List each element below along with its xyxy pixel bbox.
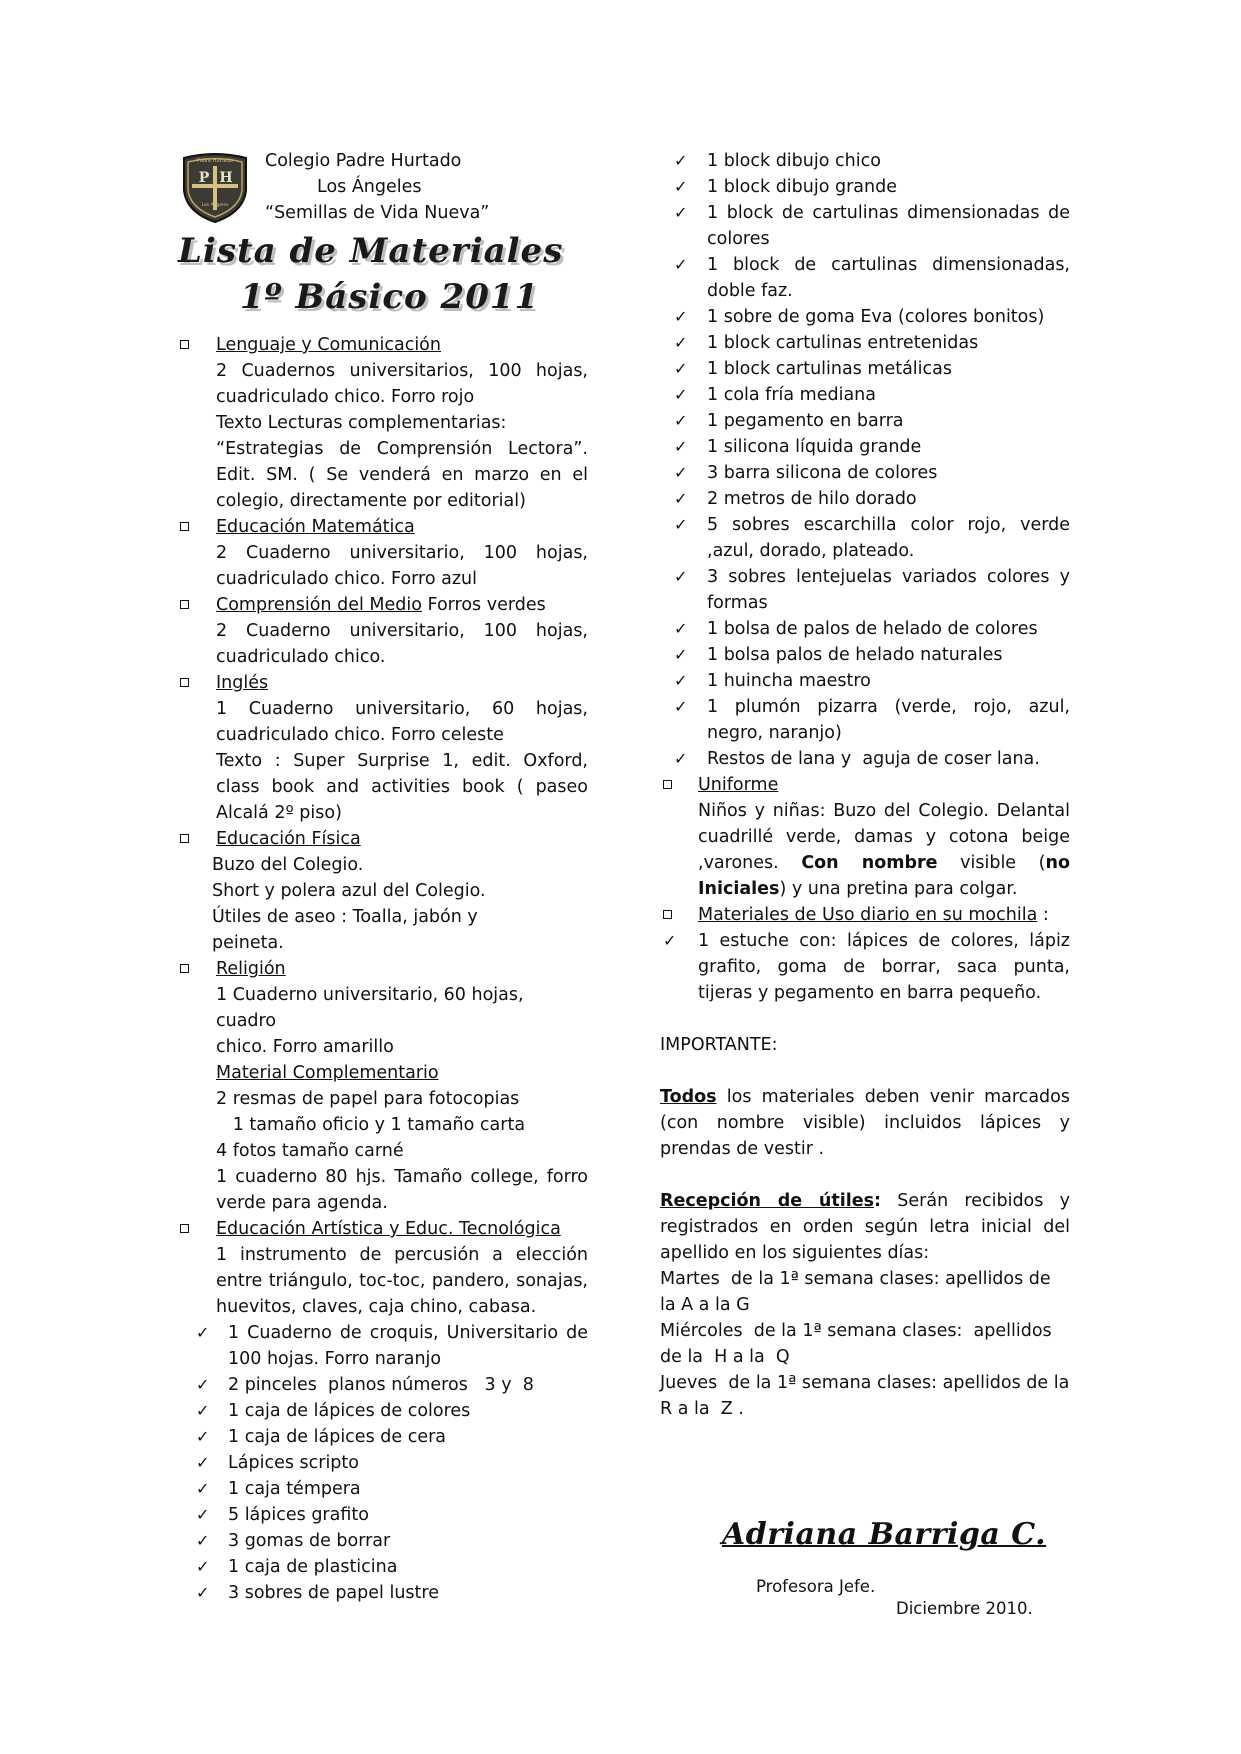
check-icon: ✓ [196,1427,210,1446]
checklist-item: ✓ 3 barra silicona de colores [660,460,1070,486]
section-lenguaje [172,332,588,514]
section-matematica [172,514,588,592]
section-line: entre triángulo, toc-toc, pandero, sonajas, [216,1271,588,1291]
section-line: class book and activities book ( paseo [216,777,588,797]
checklist-item: ✓ 3 sobres de papel lustre [184,1580,588,1606]
check-icon: ✓ [674,203,688,222]
section-title: Educación Física [216,829,361,849]
check-icon: ✓ [674,411,688,430]
school-crest-icon [178,150,252,224]
check-icon: ✓ [196,1375,210,1394]
section-line: cuadriculado chico. Forro azul [216,569,477,589]
checklist-item: ✓ 1 huincha maestro [660,668,1070,694]
check-icon: ✓ [674,307,688,326]
check-icon: ✓ [674,671,688,690]
check-icon: ✓ [196,1557,210,1576]
square-bullet-icon [180,600,189,609]
check-icon: ✓ [674,177,688,196]
section-title: Uniforme [698,775,779,795]
signature: Adriana Barriga C. [722,1517,1047,1552]
section-line: huevitos, claves, caja chino, cabasa. [216,1297,537,1317]
check-icon: ✓ [674,515,688,534]
right-column [660,148,1075,1422]
section-uniforme [660,772,1070,902]
square-bullet-icon [180,1224,189,1233]
right-checklist [660,148,1070,772]
svg-text:H: H [219,170,233,186]
school-city: Los Ángeles [317,177,422,197]
section-line: Edit. SM. ( Se venderá en marzo en el [216,465,588,485]
check-icon: ✓ [663,931,677,950]
section-line: peineta. [212,933,284,953]
checklist-item: ✓ 5 lápices grafito [184,1502,588,1528]
checklist-item: ✓ 1 sobre de goma Eva (colores bonitos) [660,304,1070,330]
document-date: Diciembre 2010. [896,1599,1033,1618]
uniforme-text: Niños y niñas: Buzo del Colegio. Delantal cuadrillé verde, damas y cotona beige ,varones. Con nombre visible (no Iniciales) y una pretina para colgar. [698,801,1070,899]
check-icon: ✓ [196,1323,210,1342]
check-icon: ✓ [196,1453,210,1472]
section-line: 1 Cuaderno universitario, 60 hojas, [216,699,588,719]
section-title: Religión [216,959,286,979]
title-line-1: Lista de Materiales [178,231,564,271]
square-bullet-icon [180,678,189,687]
check-icon: ✓ [674,255,688,274]
document-title [172,231,588,332]
checklist-item: ✓ 1 Cuaderno de croquis, Universitario de 100 hojas. Forro naranjo [184,1320,588,1372]
checklist-item: ✓ 1 bolsa palos de helado naturales [660,642,1070,668]
square-bullet-icon [663,910,672,919]
schedule-line: Martes de la 1ª semana clases: apellidos de la A a la G [660,1269,1057,1315]
schedule-line: Jueves de la 1ª semana clases: apellidos de la R a la Z . [660,1373,1075,1419]
section-diario: Materiales de Uso diario en su mochila : [660,902,1070,928]
checklist-item: ✓ 1 plumón pizarra (verde, rojo, azul, negro, naranjo) [660,694,1070,746]
section-line: 4 fotos tamaño carné [216,1141,404,1161]
title-line-2: 1º Básico 2011 [240,277,540,317]
section-line: verde para agenda. [216,1193,388,1213]
school-motto: “Semillas de Vida Nueva” [265,203,490,223]
check-icon: ✓ [674,645,688,664]
svg-text:Los Ángeles: Los Ángeles [201,203,229,208]
section-fisica [172,826,588,956]
check-icon: ✓ [674,151,688,170]
section-title: Materiales de Uso diario en su mochila [698,905,1038,925]
square-bullet-icon [180,522,189,531]
section-line: colegio, directamente por editorial) [216,491,526,511]
section-line: 2 resmas de papel para fotocopias [216,1089,520,1109]
checklist-item: ✓ 2 metros de hilo dorado [660,486,1070,512]
square-bullet-icon [663,780,672,789]
check-icon: ✓ [674,437,688,456]
section-line: cuadriculado chico. Forro rojo [216,387,475,407]
left-checklist [172,1320,588,1606]
section-line: chico. Forro amarillo [216,1037,394,1057]
check-icon: ✓ [674,385,688,404]
section-line: Short y polera azul del Colegio. [212,881,486,901]
checklist-item: ✓ 1 silicona líquida grande [660,434,1070,460]
check-icon: ✓ [196,1531,210,1550]
square-bullet-icon [180,340,189,349]
section-title: Inglés [216,673,269,693]
section-line: Alcalá 2º piso) [216,803,342,823]
section-artistica [172,1216,588,1320]
section-line: 2 Cuaderno universitario, 100 hojas, [216,621,588,641]
section-line: 1 Cuaderno universitario, 60 hojas, cuadro [216,985,524,1031]
checklist-item: ✓ 1 block de cartulinas dimensionadas de colores [660,200,1070,252]
subsection-title: Material Complementario [216,1063,439,1083]
check-icon: ✓ [674,619,688,638]
checklist-item: ✓ 1 pegamento en barra [660,408,1070,434]
check-icon: ✓ [674,697,688,716]
section-line: 1 instrumento de percusión a elección [216,1245,588,1265]
section-title: Comprensión del Medio [216,595,422,615]
check-icon: ✓ [674,489,688,508]
square-bullet-icon [180,964,189,973]
checklist-item: ✓ 1 caja de lápices de colores [184,1398,588,1424]
svg-text:P: P [198,170,210,186]
school-header [172,148,588,228]
recepcion-paragraph: Recepción de útiles: Serán recibidos y registrados en orden según letra inicial del apellido en los siguientes días: [660,1191,1070,1263]
checklist-item: ✓ 1 block cartulinas metálicas [660,356,1070,382]
square-bullet-icon [180,834,189,843]
schedule-line: Miércoles de la 1ª semana clases: apellidos de la H a la Q [660,1321,1058,1367]
checklist-item: ✓ 1 block cartulinas entretenidas [660,330,1070,356]
checklist-item: ✓ 3 sobres lentejuelas variados colores y formas [660,564,1070,616]
section-line: Buzo del Colegio. [212,855,364,875]
checklist-item: ✓ 1 caja témpera [184,1476,588,1502]
section-medio [172,592,588,670]
checklist-item: ✓ 1 estuche con: lápices de colores, lápiz grafito, goma de borrar, saca punta, tijeras y pegamento en barra pequeño. [660,928,1070,1006]
section-line: cuadriculado chico. Forro celeste [216,725,504,745]
section-title: Educación Matemática [216,517,415,537]
check-icon: ✓ [674,749,688,768]
section-title-note: Forros verdes [421,595,546,615]
checklist-item: ✓ 1 block dibujo grande [660,174,1070,200]
left-column [172,148,588,1606]
check-icon: ✓ [196,1583,210,1602]
section-line: cuadriculado chico. [216,647,386,667]
checklist-item: ✓ Lápices scripto [184,1450,588,1476]
check-icon: ✓ [674,463,688,482]
section-line: “Estrategias de Comprensión Lectora”. [216,439,588,459]
section-line: 2 Cuadernos universitarios, 100 hojas, [216,361,588,381]
checklist-item: ✓ 1 caja de plasticina [184,1554,588,1580]
checklist-item: ✓ 5 sobres escarchilla color rojo, verde ,azul, dorado, plateado. [660,512,1070,564]
check-icon: ✓ [674,567,688,586]
check-icon: ✓ [674,359,688,378]
section-title: Lenguaje y Comunicación [216,335,441,355]
section-line: Útiles de aseo : Toalla, jabón y [212,907,478,927]
checklist-item: ✓ 1 block de cartulinas dimensionadas, doble faz. [660,252,1070,304]
todos-paragraph: Todos los materiales deben venir marcados (con nombre visible) incluidos lápices y prendas de vestir . [660,1087,1070,1159]
section-title: Educación Artística y Educ. Tecnológica [216,1219,561,1239]
school-name: Colegio Padre Hurtado [265,151,462,171]
section-religion [172,956,588,1216]
checklist-item: ✓ 3 gomas de borrar [184,1528,588,1554]
checklist-item: ✓ Restos de lana y aguja de coser lana. [660,746,1070,772]
importante-heading: IMPORTANTE: [660,1035,778,1055]
checklist-item: ✓ 1 cola fría mediana [660,382,1070,408]
section-line: 2 Cuaderno universitario, 100 hojas, [216,543,588,563]
section-ingles [172,670,588,826]
section-line: Texto Lecturas complementarias: [216,413,507,433]
section-line: 1 tamaño oficio y 1 tamaño carta [216,1115,526,1135]
section-line: 1 cuaderno 80 hjs. Tamaño college, forro [216,1167,588,1187]
section-line: Texto : Super Surprise 1, edit. Oxford, [216,751,588,771]
check-icon: ✓ [196,1401,210,1420]
checklist-item: ✓ 2 pinceles planos números 3 y 8 [184,1372,588,1398]
checklist-item: ✓ 1 caja de lápices de cera [184,1424,588,1450]
check-icon: ✓ [196,1505,210,1524]
check-icon: ✓ [674,333,688,352]
checklist-item: ✓ 1 block dibujo chico [660,148,1070,174]
signature-role: Profesora Jefe. [756,1577,876,1596]
check-icon: ✓ [196,1479,210,1498]
svg-text:Padre Hurtado: Padre Hurtado [197,158,233,164]
checklist-item: ✓ 1 bolsa de palos de helado de colores [660,616,1070,642]
